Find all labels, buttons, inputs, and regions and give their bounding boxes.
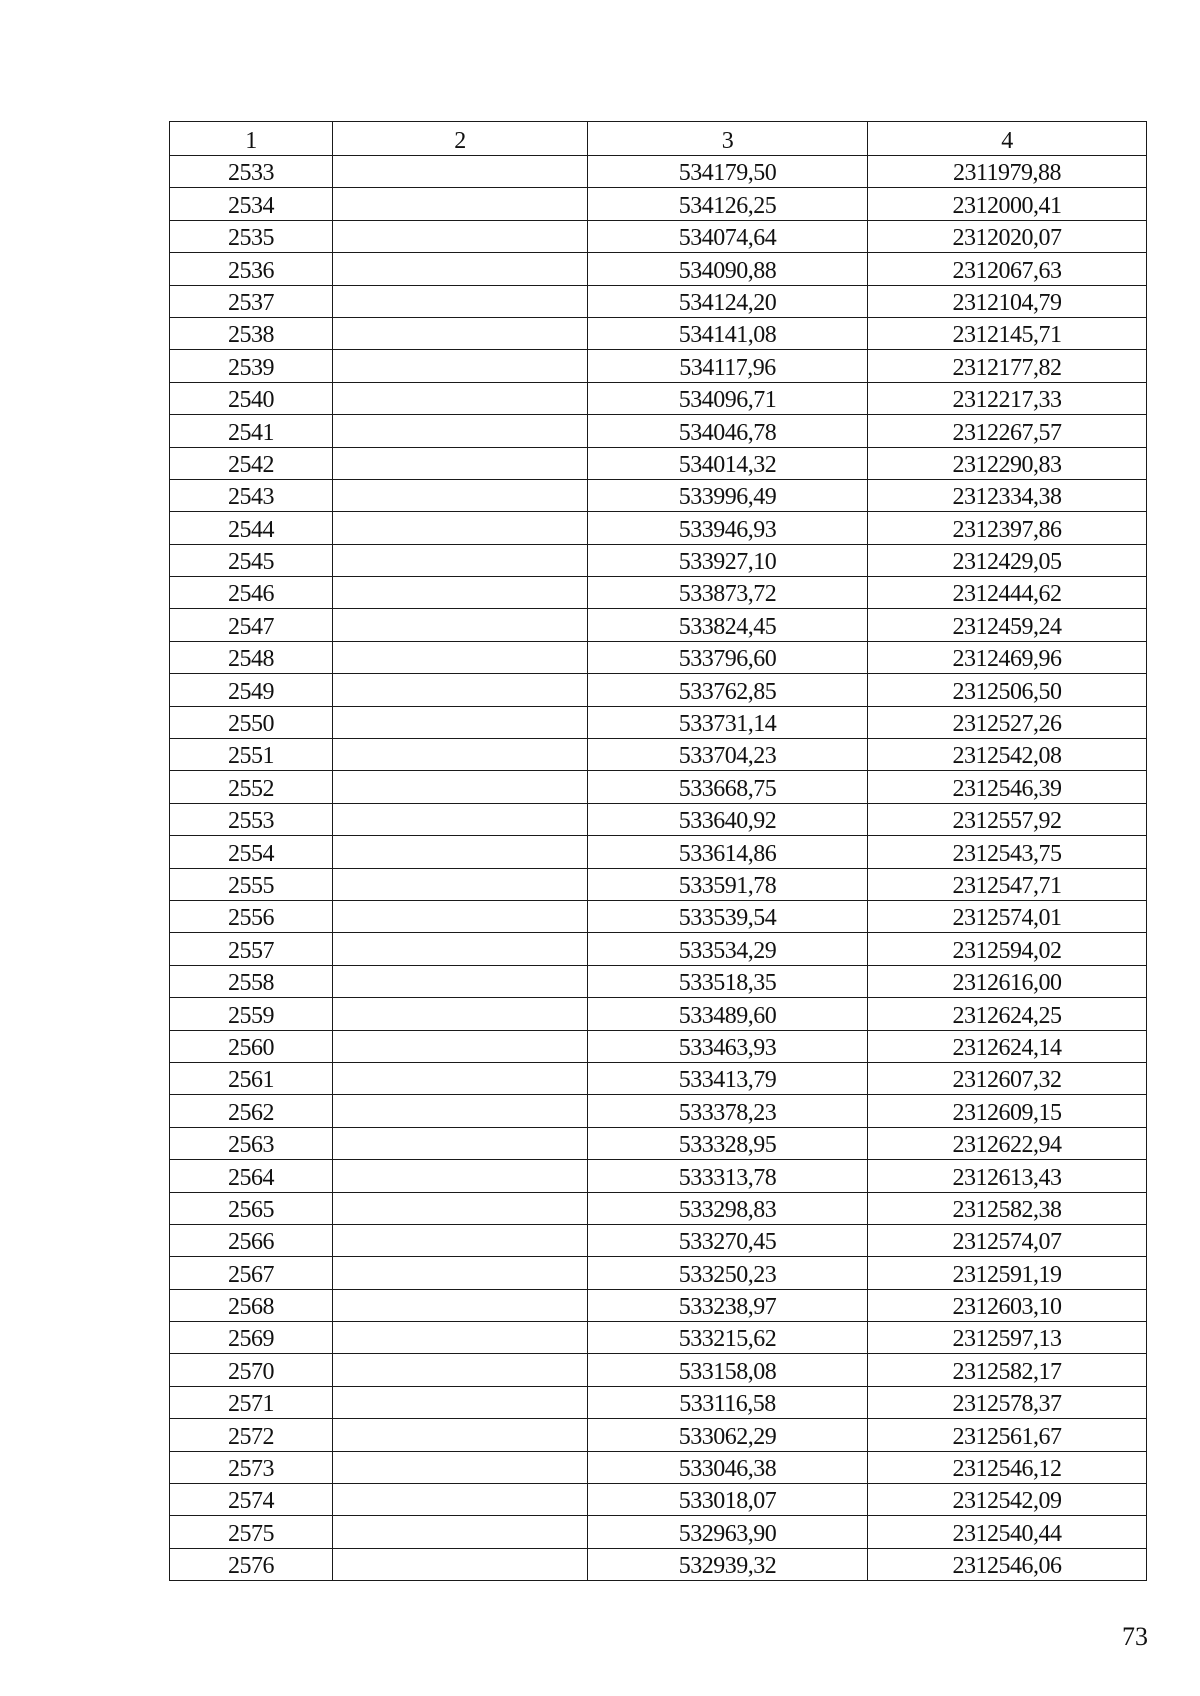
description-cell (333, 998, 588, 1030)
x-coordinate-cell: 533731,14 (588, 706, 868, 738)
x-coordinate-cell: 534014,32 (588, 447, 868, 479)
column-header-3: 3 (588, 122, 868, 156)
point-number-cell: 2554 (170, 836, 333, 868)
table-row (170, 739, 1147, 771)
x-coordinate-cell: 533591,78 (588, 868, 868, 900)
x-coordinate-cell: 532963,90 (588, 1516, 868, 1548)
table-header (170, 122, 1147, 156)
y-coordinate-cell: 2312177,82 (868, 350, 1147, 382)
table-row (170, 998, 1147, 1030)
table-row (170, 1451, 1147, 1483)
y-coordinate-cell: 2312591,19 (868, 1257, 1147, 1289)
table-row (170, 1516, 1147, 1548)
point-number-cell: 2565 (170, 1192, 333, 1224)
x-coordinate-cell: 533824,45 (588, 609, 868, 641)
x-coordinate-cell: 533489,60 (588, 998, 868, 1030)
description-cell (333, 609, 588, 641)
table-row (170, 285, 1147, 317)
point-number-cell: 2564 (170, 1160, 333, 1192)
x-coordinate-cell: 534074,64 (588, 220, 868, 252)
description-cell (333, 933, 588, 965)
point-number-cell: 2555 (170, 868, 333, 900)
point-number-cell: 2549 (170, 674, 333, 706)
point-number-cell: 2570 (170, 1354, 333, 1386)
point-number-cell: 2546 (170, 577, 333, 609)
x-coordinate-cell: 534179,50 (588, 156, 868, 188)
y-coordinate-cell: 2312429,05 (868, 544, 1147, 576)
table-body (170, 156, 1147, 1581)
table-row (170, 674, 1147, 706)
y-coordinate-cell: 2312624,14 (868, 1030, 1147, 1062)
y-coordinate-cell: 2312397,86 (868, 512, 1147, 544)
column-header-2: 2 (333, 122, 588, 156)
x-coordinate-cell: 533534,29 (588, 933, 868, 965)
point-number-cell: 2542 (170, 447, 333, 479)
point-number-cell: 2558 (170, 965, 333, 997)
point-number-cell: 2550 (170, 706, 333, 738)
table-row (170, 933, 1147, 965)
description-cell (333, 317, 588, 349)
y-coordinate-cell: 2312267,57 (868, 415, 1147, 447)
point-number-cell: 2553 (170, 803, 333, 835)
x-coordinate-cell: 533313,78 (588, 1160, 868, 1192)
point-number-cell: 2568 (170, 1289, 333, 1321)
y-coordinate-cell: 2312624,25 (868, 998, 1147, 1030)
y-coordinate-cell: 2312104,79 (868, 285, 1147, 317)
table-row (170, 220, 1147, 252)
y-coordinate-cell: 2312217,33 (868, 382, 1147, 414)
table-row (170, 641, 1147, 673)
x-coordinate-cell: 533378,23 (588, 1095, 868, 1127)
y-coordinate-cell: 2312603,10 (868, 1289, 1147, 1321)
x-coordinate-cell: 533518,35 (588, 965, 868, 997)
description-cell (333, 544, 588, 576)
y-coordinate-cell: 2312543,75 (868, 836, 1147, 868)
table-row (170, 1160, 1147, 1192)
table-row (170, 1062, 1147, 1094)
y-coordinate-cell: 2312609,15 (868, 1095, 1147, 1127)
point-number-cell: 2561 (170, 1062, 333, 1094)
description-cell (333, 253, 588, 285)
point-number-cell: 2540 (170, 382, 333, 414)
table-row (170, 156, 1147, 188)
table-row (170, 1192, 1147, 1224)
point-number-cell: 2572 (170, 1419, 333, 1451)
table-row (170, 350, 1147, 382)
description-cell (333, 1548, 588, 1580)
y-coordinate-cell: 2312540,44 (868, 1516, 1147, 1548)
y-coordinate-cell: 2312546,06 (868, 1548, 1147, 1580)
table-row (170, 836, 1147, 868)
x-coordinate-cell: 533762,85 (588, 674, 868, 706)
description-cell (333, 1224, 588, 1256)
y-coordinate-cell: 2312334,38 (868, 479, 1147, 511)
table-row (170, 1257, 1147, 1289)
x-coordinate-cell: 534046,78 (588, 415, 868, 447)
description-cell (333, 479, 588, 511)
x-coordinate-cell: 533668,75 (588, 771, 868, 803)
point-number-cell: 2551 (170, 739, 333, 771)
table-row (170, 1419, 1147, 1451)
description-cell (333, 1289, 588, 1321)
x-coordinate-cell: 533614,86 (588, 836, 868, 868)
y-coordinate-cell: 2312594,02 (868, 933, 1147, 965)
point-number-cell: 2537 (170, 285, 333, 317)
table-row (170, 1548, 1147, 1580)
description-cell (333, 1419, 588, 1451)
y-coordinate-cell: 2312546,12 (868, 1451, 1147, 1483)
x-coordinate-cell: 533018,07 (588, 1484, 868, 1516)
point-number-cell: 2560 (170, 1030, 333, 1062)
description-cell (333, 188, 588, 220)
y-coordinate-cell: 2312557,92 (868, 803, 1147, 835)
coordinates-table (169, 121, 1147, 1581)
point-number-cell: 2541 (170, 415, 333, 447)
y-coordinate-cell: 2312622,94 (868, 1127, 1147, 1159)
x-coordinate-cell: 533796,60 (588, 641, 868, 673)
y-coordinate-cell: 2312616,00 (868, 965, 1147, 997)
description-cell (333, 674, 588, 706)
point-number-cell: 2545 (170, 544, 333, 576)
point-number-cell: 2538 (170, 317, 333, 349)
table-row (170, 1289, 1147, 1321)
table-row (170, 253, 1147, 285)
description-cell (333, 285, 588, 317)
table-row (170, 803, 1147, 835)
point-number-cell: 2573 (170, 1451, 333, 1483)
description-cell (333, 415, 588, 447)
point-number-cell: 2569 (170, 1322, 333, 1354)
y-coordinate-cell: 2312582,38 (868, 1192, 1147, 1224)
table-row (170, 900, 1147, 932)
x-coordinate-cell: 533927,10 (588, 544, 868, 576)
point-number-cell: 2559 (170, 998, 333, 1030)
point-number-cell: 2544 (170, 512, 333, 544)
x-coordinate-cell: 533298,83 (588, 1192, 868, 1224)
point-number-cell: 2539 (170, 350, 333, 382)
description-cell (333, 641, 588, 673)
point-number-cell: 2534 (170, 188, 333, 220)
x-coordinate-cell: 533116,58 (588, 1386, 868, 1418)
x-coordinate-cell: 534090,88 (588, 253, 868, 285)
y-coordinate-cell: 2312020,07 (868, 220, 1147, 252)
description-cell (333, 577, 588, 609)
y-coordinate-cell: 2312459,24 (868, 609, 1147, 641)
description-cell (333, 1257, 588, 1289)
description-cell (333, 350, 588, 382)
table-row (170, 609, 1147, 641)
table-row (170, 965, 1147, 997)
description-cell (333, 382, 588, 414)
page-number: 73 (1122, 1622, 1148, 1651)
y-coordinate-cell: 2312290,83 (868, 447, 1147, 479)
point-number-cell: 2563 (170, 1127, 333, 1159)
x-coordinate-cell: 533996,49 (588, 479, 868, 511)
table-row (170, 577, 1147, 609)
description-cell (333, 1516, 588, 1548)
table-row (170, 868, 1147, 900)
point-number-cell: 2535 (170, 220, 333, 252)
description-cell (333, 836, 588, 868)
point-number-cell: 2576 (170, 1548, 333, 1580)
y-coordinate-cell: 2312546,39 (868, 771, 1147, 803)
point-number-cell: 2552 (170, 771, 333, 803)
x-coordinate-cell: 533250,23 (588, 1257, 868, 1289)
description-cell (333, 1354, 588, 1386)
x-coordinate-cell: 533413,79 (588, 1062, 868, 1094)
y-coordinate-cell: 2312542,09 (868, 1484, 1147, 1516)
x-coordinate-cell: 533640,92 (588, 803, 868, 835)
description-cell (333, 771, 588, 803)
point-number-cell: 2575 (170, 1516, 333, 1548)
table-header-row (170, 122, 1147, 156)
y-coordinate-cell: 2312613,43 (868, 1160, 1147, 1192)
y-coordinate-cell: 2312469,96 (868, 641, 1147, 673)
x-coordinate-cell: 533463,93 (588, 1030, 868, 1062)
description-cell (333, 1095, 588, 1127)
point-number-cell: 2566 (170, 1224, 333, 1256)
y-coordinate-cell: 2312067,63 (868, 253, 1147, 285)
point-number-cell: 2571 (170, 1386, 333, 1418)
x-coordinate-cell: 534124,20 (588, 285, 868, 317)
description-cell (333, 1322, 588, 1354)
y-coordinate-cell: 2312574,07 (868, 1224, 1147, 1256)
description-cell (333, 1127, 588, 1159)
description-cell (333, 512, 588, 544)
table-row (170, 1224, 1147, 1256)
x-coordinate-cell: 533328,95 (588, 1127, 868, 1159)
point-number-cell: 2562 (170, 1095, 333, 1127)
point-number-cell: 2567 (170, 1257, 333, 1289)
x-coordinate-cell: 534096,71 (588, 382, 868, 414)
description-cell (333, 156, 588, 188)
y-coordinate-cell: 2312000,41 (868, 188, 1147, 220)
column-header-1: 1 (170, 122, 333, 156)
table-row (170, 1354, 1147, 1386)
y-coordinate-cell: 2312506,50 (868, 674, 1147, 706)
point-number-cell: 2536 (170, 253, 333, 285)
table-row (170, 415, 1147, 447)
x-coordinate-cell: 532939,32 (588, 1548, 868, 1580)
description-cell (333, 706, 588, 738)
table-row (170, 771, 1147, 803)
point-number-cell: 2557 (170, 933, 333, 965)
table-row (170, 382, 1147, 414)
description-cell (333, 1386, 588, 1418)
table-row (170, 512, 1147, 544)
description-cell (333, 1062, 588, 1094)
description-cell (333, 447, 588, 479)
x-coordinate-cell: 533946,93 (588, 512, 868, 544)
description-cell (333, 803, 588, 835)
description-cell (333, 965, 588, 997)
y-coordinate-cell: 2312597,13 (868, 1322, 1147, 1354)
point-number-cell: 2533 (170, 156, 333, 188)
x-coordinate-cell: 533062,29 (588, 1419, 868, 1451)
table-row (170, 447, 1147, 479)
table-row (170, 1386, 1147, 1418)
table-row (170, 188, 1147, 220)
y-coordinate-cell: 2312527,26 (868, 706, 1147, 738)
y-coordinate-cell: 2312542,08 (868, 739, 1147, 771)
table-row (170, 544, 1147, 576)
x-coordinate-cell: 534126,25 (588, 188, 868, 220)
description-cell (333, 1451, 588, 1483)
x-coordinate-cell: 533238,97 (588, 1289, 868, 1321)
x-coordinate-cell: 534117,96 (588, 350, 868, 382)
point-number-cell: 2548 (170, 641, 333, 673)
description-cell (333, 220, 588, 252)
point-number-cell: 2574 (170, 1484, 333, 1516)
column-header-4: 4 (868, 122, 1147, 156)
table-row (170, 1127, 1147, 1159)
description-cell (333, 900, 588, 932)
table-row (170, 317, 1147, 349)
table-row (170, 1322, 1147, 1354)
x-coordinate-cell: 533046,38 (588, 1451, 868, 1483)
description-cell (333, 1030, 588, 1062)
description-cell (333, 739, 588, 771)
y-coordinate-cell: 2312574,01 (868, 900, 1147, 932)
description-cell (333, 868, 588, 900)
point-number-cell: 2556 (170, 900, 333, 932)
x-coordinate-cell: 533270,45 (588, 1224, 868, 1256)
x-coordinate-cell: 534141,08 (588, 317, 868, 349)
y-coordinate-cell: 2312444,62 (868, 577, 1147, 609)
y-coordinate-cell: 2311979,88 (868, 156, 1147, 188)
description-cell (333, 1192, 588, 1224)
description-cell (333, 1160, 588, 1192)
table-row (170, 706, 1147, 738)
description-cell (333, 1484, 588, 1516)
y-coordinate-cell: 2312578,37 (868, 1386, 1147, 1418)
y-coordinate-cell: 2312547,71 (868, 868, 1147, 900)
x-coordinate-cell: 533704,23 (588, 739, 868, 771)
y-coordinate-cell: 2312145,71 (868, 317, 1147, 349)
x-coordinate-cell: 533873,72 (588, 577, 868, 609)
x-coordinate-cell: 533215,62 (588, 1322, 868, 1354)
point-number-cell: 2547 (170, 609, 333, 641)
x-coordinate-cell: 533158,08 (588, 1354, 868, 1386)
y-coordinate-cell: 2312607,32 (868, 1062, 1147, 1094)
point-number-cell: 2543 (170, 479, 333, 511)
y-coordinate-cell: 2312582,17 (868, 1354, 1147, 1386)
table-row (170, 1484, 1147, 1516)
table-row (170, 479, 1147, 511)
x-coordinate-cell: 533539,54 (588, 900, 868, 932)
table-row (170, 1095, 1147, 1127)
y-coordinate-cell: 2312561,67 (868, 1419, 1147, 1451)
table-row (170, 1030, 1147, 1062)
